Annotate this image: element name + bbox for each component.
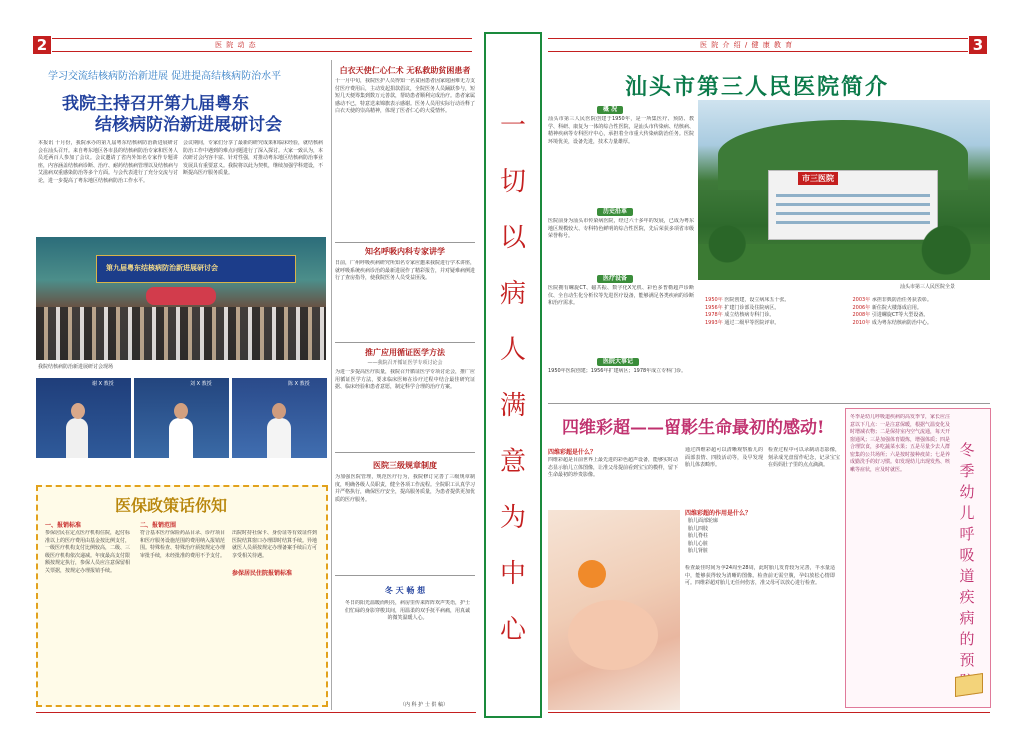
hospital-photo xyxy=(698,100,990,280)
col2-title: 白衣天使仁心仁术 无私救助贫困患者 xyxy=(339,66,471,75)
timeline-year: 1978年 xyxy=(705,312,723,318)
left-kicker: 学习交流结核病防治新进展 促进提高结核病防治水平 xyxy=(48,71,282,82)
conference-banner-text: 第九届粤东结核病防治新进展研讨会 xyxy=(106,264,218,272)
article-divider xyxy=(335,575,475,576)
conference-photo xyxy=(36,237,326,360)
speaker-photo xyxy=(134,378,229,458)
article-divider xyxy=(335,342,475,343)
story-text: 四维彩超是目前世界上最先进的彩色超声设备，能够实时动态显示胎儿立体图像，让准父母提前看到宝宝的模样，留下生命最初的珍贵影像。 xyxy=(548,457,678,478)
right-section-label: 医 院 介 绍 / 健 康 教 育 xyxy=(700,41,794,49)
col2-title: 知名呼吸内科专家讲学 xyxy=(365,247,445,256)
checklist xyxy=(688,518,763,556)
flower xyxy=(578,560,606,588)
checklist-item: 胎儿肾脏 xyxy=(688,548,709,554)
story-question: 四维彩超的作用是什么？ xyxy=(685,510,752,517)
col2-text: 为进一步提高医疗质量，我院召开循证医学专项讨论会，推广应用循证医学方法，要求临床医师在诊疗过程中结合最佳研究证据、临床经验和患者意愿，制定科学合理的治疗方案。 xyxy=(335,369,475,390)
col2-text: 为加强医院管理，规范医疗行为，我院修订完善了三级规章制度，明确各级人员职责，健全各项工作流程。全院职工认真学习并严格执行，确保医疗安全，提高服务质量，为患者提供更加优质的医疗服务。 xyxy=(335,474,475,503)
poem-sign: （内 科 护 士 供 稿） xyxy=(400,702,448,708)
audience xyxy=(36,307,326,360)
right-page-number: 3 xyxy=(969,36,987,54)
article-divider xyxy=(335,452,475,453)
speaker-name: 陈 X 教授 xyxy=(288,381,310,387)
left-section-label: 医 院 动 态 xyxy=(215,41,257,49)
flower-decoration xyxy=(146,287,216,305)
left-headline-1: 我院主持召开第九届粤东 xyxy=(62,94,249,114)
checklist-item: 胎儿四肢 xyxy=(688,525,709,532)
col2-text: 十一月中旬，我院医护人员得知一名贫困患者因家庭困难无力支付医疗费用后，主动发起捐款倡议，全院医务人员踊跃参与，短短几天便筹集到数万元善款，帮助患者顺利完成治疗。患者家属感动不已，特意送来锦旗表示感谢。医务人员用实际行动诠释了白衣天使的崇高精神，体现了医者仁心的大爱情怀。 xyxy=(335,78,475,114)
baby-face xyxy=(568,600,658,670)
winter-title: 冬季幼儿呼吸道疾病的预 xyxy=(959,441,975,669)
footer-rule xyxy=(36,712,476,713)
section-tag: 历史沿革 xyxy=(597,208,633,216)
header-rule xyxy=(548,38,968,39)
timeline-year: 1950年 xyxy=(705,297,723,303)
hospital-sign: 市三医院 xyxy=(798,172,838,185)
story-text: 检查过程中可以录制动态影像，刻录成光盘留作纪念，记录宝宝在妈妈肚子里的点点滴滴。 xyxy=(768,447,840,468)
col2-text: 日前，广州呼吸疾病研究所知名专家应邀来我院进行学术讲座，就呼吸系统疾病诊治的最新进展作了精彩报告，并对疑难病例进行了查房指导，使我院医务人员受益匪浅。 xyxy=(335,260,475,281)
story-question: 四维彩超是什么？ xyxy=(548,449,597,456)
timeline-year: 2003年 xyxy=(852,297,871,303)
winter-text: 冬季是幼儿呼吸道疾病的高发季节，家长应注意以下几点：一是注意保暖，根据气温变化及时增减衣物；二是保持室内空气流通，每天开窗通风；三是加强体育锻炼，增强体质；四是合理饮食，多吃蔬菜水果；五是尽量少去人群密集的公共场所；六是按时接种疫苗；七是养成勤洗手的好习惯。如发现幼儿出现发热、咳嗽等症状，应及时就医。 xyxy=(850,414,950,473)
left-page-number: 2 xyxy=(33,36,51,54)
insurance-title: 医保政策话你知 xyxy=(115,496,228,515)
timeline-year: 2008年 xyxy=(852,312,871,318)
section-tag: 概 况 xyxy=(597,106,623,114)
left-body-text: 本报讯 十月份，我院承办的第九届粤东结核病防治新进展研讨会在汕头召开。来自粤东地区各市县的结核病防治专家和医务人员近两百人参加了会议。会议邀请了省内外知名专家作专题讲座，内容涵盖结核病诊断、治疗、耐药结核病管理以及结核病与艾滋病双重感染防治等多个方面。与会代表进行了充分交流与讨论，进一步提高了粤东地区结核病防治工作水平。 xyxy=(38,140,178,184)
timeline-year: 1993年 xyxy=(705,319,723,326)
story-title: 四维彩超——留影生命最初的感动! xyxy=(562,418,825,438)
article-divider xyxy=(548,403,990,404)
speaker-name: 刘 X 教授 xyxy=(190,381,212,387)
speaker-name: 谢 X 教授 xyxy=(92,381,114,387)
center-slogan: 一切以病人满意为中心 xyxy=(499,111,526,645)
column-divider xyxy=(331,60,332,710)
col2-subtitle: ——我院召开循证医学专项讨论会 xyxy=(367,360,443,366)
insurance-text: 出院时持社保卡、身份证等有效证件到医院结算窗口办理即时结算手续。异地就医人员须按规定办理备案手续后方可享受相关待遇。 xyxy=(232,530,317,559)
hospital-photo-caption: 汕头市第三人民医院全景 xyxy=(900,284,956,290)
conference-photo-caption: 我院结核病防治新进展研讨会现场 xyxy=(38,364,114,370)
article-divider xyxy=(335,242,475,243)
header-rule xyxy=(548,51,968,52)
speaker-photo xyxy=(232,378,327,458)
timeline: 1950年 医院创建，设立病床五十张。 1956年 扩建门诊部及住院病区。 1978年 成立结核病专科门诊。 1993年 通过二级甲等医院评审。 2003年 承担非典防治任务获表彰。 2006年 新住院大楼落成启用。 2008年 引进螺旋CT等大型设备。 2010年 成为粤东结核病防治中心。 xyxy=(705,297,932,326)
insurance-item: 参保居民住院报销标准 xyxy=(232,570,293,577)
insurance-text: 参保居民在定点医疗机构住院，起付标准以上的医疗费用由基金按比例支付，一级医疗机构支付比例较高，二级、三级医疗机构依次递减。年度最高支付限额按规定执行，参保人员应注意保留相关票据，按规定办理报销手续。 xyxy=(45,530,130,574)
header-rule xyxy=(52,51,472,52)
section-tag: 医疗设备 xyxy=(597,275,633,283)
checklist-item: 胎儿脊柱 xyxy=(688,533,709,539)
insurance-text: 符合基本医疗保险药品目录、诊疗项目和医疗服务设施范围的费用纳入报销范围。特殊检查、特殊治疗须按规定办理审批手续，未经批准的费用不予支付。 xyxy=(140,530,225,559)
col2-title: 冬 天 畅 想 xyxy=(384,586,426,595)
insurance-item: 二、报销范围 xyxy=(140,522,177,529)
section-tag: 医院大事记 xyxy=(597,358,639,366)
intro-text: 汕头市第三人民医院创建于1950年，是一所集医疗、预防、教学、科研、康复为一体的综合性医院，是汕头市传染病、结核病、精神疾病等专科医疗中心，承担着全市重大传染病防治任务。医院环境优美，设备先进，技术力量雄厚。 xyxy=(548,116,694,145)
hospital-title: 汕头市第三人民医院简介 xyxy=(625,74,890,100)
col2-title: 推广应用循证医学方法 xyxy=(365,348,445,357)
baby-photo xyxy=(548,510,680,710)
story-text: 通过四维彩超可以清晰观察胎儿的面部表情、四肢活动等，及早发现胎儿体表畸形。 xyxy=(685,447,763,468)
left-headline-2: 结核病防治新进展研讨会 xyxy=(95,115,282,135)
intro-text: 医院拥有螺旋CT、磁共振、数字化X光机、彩色多普勒超声诊断仪、全自动生化分析仪等先进医疗设备，能够满足各类疾病的诊断和治疗需求。 xyxy=(548,285,694,306)
story-text: 检查最佳时间为孕24周至28周，此时胎儿发育较为完善，羊水量适中，能够获得较为清晰的图像。检查前无需空腹，孕妇放松心情即可。四维彩超对胎儿无任何伤害，准父母可以放心进行检查。 xyxy=(685,565,835,586)
book-icon xyxy=(955,673,983,697)
intro-text: 1950年医院创建；1956年扩建病区；1978年成立专科门诊。 xyxy=(548,368,687,374)
timeline-year: 2006年 xyxy=(852,304,871,311)
intro-text: 医院前身为汕头市传染病医院，经过六十多年的发展，已成为粤东地区规模较大、专科特色鲜明的综合性医院，先后荣获多项省市级荣誉称号。 xyxy=(548,218,694,239)
header-rule xyxy=(52,38,472,39)
checklist-item: 胎儿面部轮廓 xyxy=(688,518,719,524)
col2-title: 医院三级规章制度 xyxy=(373,461,437,470)
checklist-item: 胎儿心脏 xyxy=(688,540,709,547)
left-body-text: 会议期间，专家们分享了最新的研究成果和临床经验，就结核病防治工作中遇到的难点问题进行了深入探讨。大家一致认为，本次研讨会内容丰富、针对性强，对推动粤东地区结核病防治事业发展具有重要意义。我院将以此为契机，继续加强学科建设，不断提高医疗服务质量。 xyxy=(183,140,323,176)
timeline-year: 1956年 xyxy=(705,304,723,311)
timeline-year: 2010年 xyxy=(852,319,871,326)
insurance-item: 一、报销标准 xyxy=(45,522,82,529)
trees xyxy=(698,220,990,280)
col2-text: 冬日的阳光温暖而明亮，病房里传来阵阵欢声笑语，护士们忙碌的身影穿梭其间，用温柔的双手抚平病痛，用真诚的微笑温暖人心。 xyxy=(345,600,470,621)
footer-rule xyxy=(548,712,990,713)
speaker-photo xyxy=(36,378,131,458)
